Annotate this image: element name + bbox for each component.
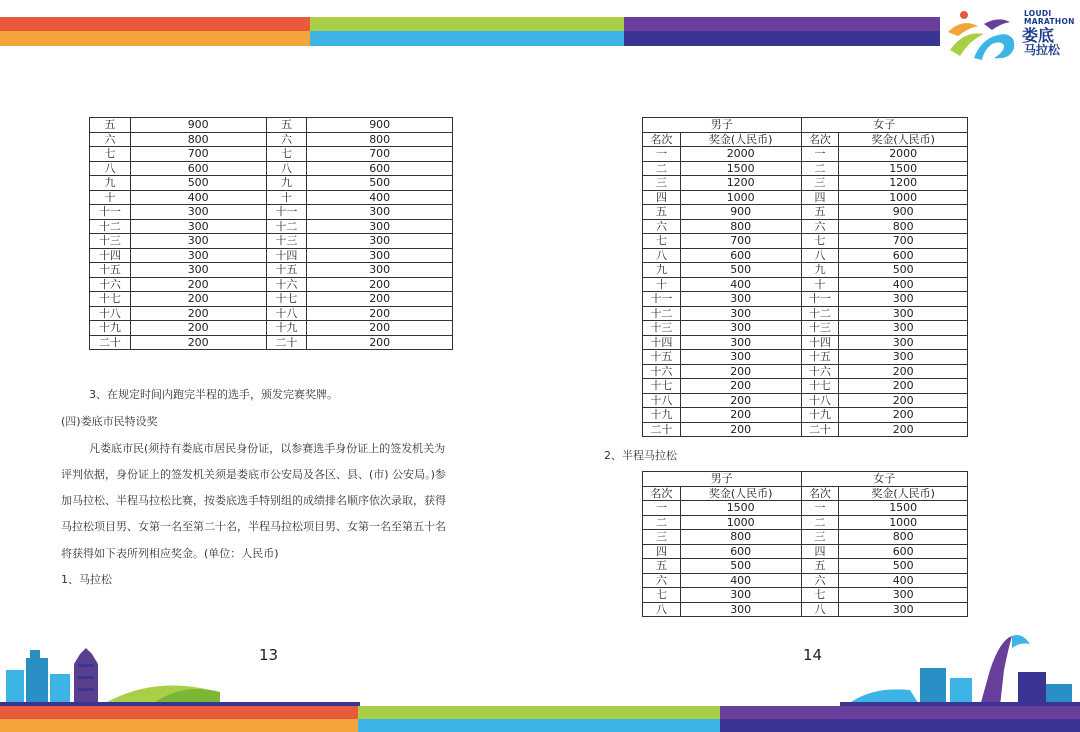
marathon-cell-prize-male: 900 [680,205,801,220]
left-cell-rank-male: 十五 [90,263,131,278]
marathon-cell-rank-male: 十二 [643,306,681,321]
left-cell-rank-male: 十四 [90,248,131,263]
marathon-cell-rank-male: 十四 [643,335,681,350]
half-cell-prize-male: 500 [680,559,801,574]
marathon-cell-prize-male: 1500 [680,161,801,176]
half-cell-rank-male: 二 [643,515,681,530]
marathon-cell-prize-female: 1200 [839,176,968,191]
marathon-cell-prize-female: 2000 [839,147,968,162]
left-cell-prize-female: 400 [307,190,453,205]
left-cell-prize-female: 900 [307,118,453,133]
left-cell-prize-male: 300 [130,205,266,220]
table-row [643,321,968,336]
marathon-cell-rank-female: 十三 [801,321,839,336]
marathon-cell-rank-female: 三 [801,176,839,191]
half-cell-prize-male: 800 [680,530,801,545]
marathon-cell-prize-male: 2000 [680,147,801,162]
half-cell-prize-female: 500 [839,559,968,574]
col-rank-male: 名次 [643,132,681,147]
marathon-cell-rank-female: 十二 [801,306,839,321]
left-cell-prize-male: 200 [130,292,266,307]
marathon-cell-rank-female: 十七 [801,379,839,394]
half-col-prize-female: 奖金(人民币) [839,486,968,501]
left-cell-prize-female: 200 [307,335,453,350]
resident-paragraph-line3: 加马拉松、半程马拉松比赛，按娄底选手特别组的成绩排名顺序依次录取，获得 [61,494,446,507]
half-col-prize-male: 奖金(人民币) [680,486,801,501]
table-row [643,219,968,234]
left-cell-rank-female: 九 [266,176,307,191]
left-cell-rank-female: 二十 [266,335,307,350]
left-cell-rank-female: 十七 [266,292,307,307]
marathon-cell-prize-female: 200 [839,422,968,437]
table-row [643,350,968,365]
marathon-cell-prize-male: 200 [680,364,801,379]
logo-en-line1: LOUDI [1024,9,1052,18]
marathon-cell-prize-male: 200 [680,379,801,394]
marathon-cell-prize-female: 200 [839,393,968,408]
table-row [643,530,968,545]
page-number-right: 14 [803,646,823,664]
left-cell-rank-female: 五 [266,118,307,133]
marathon-prize-table [642,117,968,437]
table-row [90,219,453,234]
page-number-left: 13 [259,646,279,664]
marathon-cell-prize-female: 900 [839,205,968,220]
marathon-cell-rank-female: 八 [801,248,839,263]
marathon-cell-prize-female: 600 [839,248,968,263]
half-cell-prize-female: 400 [839,573,968,588]
col-rank-female: 名次 [801,132,839,147]
left-cell-prize-male: 500 [130,176,266,191]
col-prize-male: 奖金(人民币) [680,132,801,147]
table-row [90,132,453,147]
half-cell-rank-male: 四 [643,544,681,559]
marathon-cell-prize-female: 300 [839,306,968,321]
marathon-cell-rank-female: 六 [801,219,839,234]
table-row [643,263,968,278]
marathon-cell-prize-female: 300 [839,321,968,336]
half-cell-prize-female: 800 [839,530,968,545]
table-row [90,147,453,162]
marathon-cell-rank-female: 十一 [801,292,839,307]
marathon-cell-prize-male: 300 [680,350,801,365]
marathon-cell-prize-female: 300 [839,335,968,350]
half-cell-prize-male: 300 [680,602,801,617]
left-cell-prize-male: 800 [130,132,266,147]
marathon-cell-prize-female: 700 [839,234,968,249]
table-row [643,501,968,516]
bottom-stripe-red [0,706,358,719]
table-row [90,335,453,350]
marathon-cell-prize-male: 700 [680,234,801,249]
table-row [90,277,453,292]
half-cell-rank-female: 六 [801,573,839,588]
table-row [643,306,968,321]
left-cell-prize-female: 300 [307,234,453,249]
city-skyline-left-illustration [0,640,360,706]
marathon-cell-rank-female: 十五 [801,350,839,365]
left-cell-rank-male: 五 [90,118,131,133]
table-row [643,248,968,263]
marathon-cell-rank-male: 七 [643,234,681,249]
marathon-cell-rank-female: 十九 [801,408,839,423]
left-cell-prize-male: 300 [130,234,266,249]
resident-paragraph-line1: 凡娄底市民(须持有娄底市居民身份证，以参赛选手身份证上的签发机关为 [89,442,446,455]
top-stripe-blue [310,31,624,46]
table-row [643,408,968,423]
half-cell-rank-female: 八 [801,602,839,617]
half-cell-rank-male: 七 [643,588,681,603]
marathon-cell-prize-male: 300 [680,335,801,350]
left-cell-rank-male: 十 [90,190,131,205]
left-cell-rank-female: 十一 [266,205,307,220]
bottom-stripe-purple [720,706,1080,719]
table-row [643,379,968,394]
table-row [90,306,453,321]
left-cell-rank-female: 十三 [266,234,307,249]
marathon-cell-rank-male: 十七 [643,379,681,394]
table-row [90,176,453,191]
marathon-cell-prize-female: 200 [839,408,968,423]
left-cell-rank-male: 十六 [90,277,131,292]
half-cell-prize-male: 600 [680,544,801,559]
left-cell-prize-female: 200 [307,277,453,292]
marathon-cell-prize-female: 300 [839,292,968,307]
marathon-cell-prize-male: 600 [680,248,801,263]
half-cell-prize-female: 300 [839,602,968,617]
table-row [643,161,968,176]
bottom-stripe-navy [720,719,1080,732]
table-row [90,190,453,205]
marathon-cell-prize-male: 200 [680,422,801,437]
half-cell-rank-female: 七 [801,588,839,603]
left-cell-rank-male: 九 [90,176,131,191]
half-cell-rank-male: 三 [643,530,681,545]
left-cell-prize-male: 200 [130,321,266,336]
left-cell-rank-male: 十三 [90,234,131,249]
marathon-cell-rank-female: 四 [801,190,839,205]
half-marathon-subheading: 2、半程马拉松 [604,449,677,462]
marathon-cell-rank-female: 九 [801,263,839,278]
marathon-cell-rank-female: 十六 [801,364,839,379]
left-cell-rank-female: 十六 [266,277,307,292]
marathon-cell-rank-female: 七 [801,234,839,249]
marathon-cell-rank-male: 六 [643,219,681,234]
left-cell-rank-female: 八 [266,161,307,176]
left-cell-rank-female: 十九 [266,321,307,336]
table-row [90,248,453,263]
left-cell-prize-female: 200 [307,292,453,307]
left-cell-prize-male: 200 [130,335,266,350]
left-cell-prize-male: 300 [130,219,266,234]
marathon-cell-rank-male: 八 [643,248,681,263]
marathon-cell-prize-male: 1200 [680,176,801,191]
half-cell-rank-female: 二 [801,515,839,530]
left-cell-rank-female: 十四 [266,248,307,263]
half-cell-prize-male: 1000 [680,515,801,530]
marathon-cell-prize-male: 300 [680,306,801,321]
left-cell-prize-male: 400 [130,190,266,205]
half-cell-prize-female: 1500 [839,501,968,516]
left-cell-rank-female: 十 [266,190,307,205]
table-row [643,573,968,588]
table-row [643,544,968,559]
table-row [643,147,968,162]
marathon-cell-rank-male: 十八 [643,393,681,408]
table-row [643,364,968,379]
marathon-subheading: 1、马拉松 [61,573,112,586]
resident-paragraph-line5: 将获得如下表所列相应奖金。(单位：人民币) [61,547,279,560]
marathon-cell-prize-female: 1500 [839,161,968,176]
marathon-cell-prize-female: 1000 [839,190,968,205]
marathon-cell-prize-male: 400 [680,277,801,292]
logo-english-text [1024,10,1075,26]
left-cell-rank-female: 十五 [266,263,307,278]
left-cell-prize-male: 900 [130,118,266,133]
half-cell-prize-male: 300 [680,588,801,603]
logo-cn-line1: 娄底 [1022,26,1055,45]
marathon-cell-rank-male: 一 [643,147,681,162]
table-row [643,205,968,220]
left-cell-prize-female: 800 [307,132,453,147]
left-cell-prize-male: 300 [130,263,266,278]
marathon-cell-rank-male: 九 [643,263,681,278]
left-cell-prize-female: 200 [307,321,453,336]
bottom-stripe-green [358,706,720,719]
marathon-cell-prize-male: 200 [680,408,801,423]
table-row [90,118,453,133]
marathon-cell-rank-male: 十三 [643,321,681,336]
table-row [643,190,968,205]
header-male: 男子 [643,118,802,133]
half-col-rank-male: 名次 [643,486,681,501]
table-row [90,292,453,307]
resident-paragraph-line4: 马拉松项目男、女第一名至第二十名，半程马拉松项目男、女第一名至第五十名 [61,520,446,533]
marathon-cell-rank-female: 十八 [801,393,839,408]
marathon-cell-rank-male: 五 [643,205,681,220]
marathon-cell-prize-male: 800 [680,219,801,234]
half-marathon-prize-table [642,471,968,617]
marathon-cell-rank-female: 五 [801,205,839,220]
left-cell-prize-male: 200 [130,306,266,321]
half-cell-rank-male: 八 [643,602,681,617]
left-cell-prize-male: 300 [130,248,266,263]
half-col-rank-female: 名次 [801,486,839,501]
table-row [90,234,453,249]
marathon-cell-rank-male: 四 [643,190,681,205]
top-stripe-orange [0,31,310,46]
bottom-stripe-orange [0,719,358,732]
marathon-cell-rank-female: 十四 [801,335,839,350]
city-skyline-right-illustration [840,630,1080,706]
marathon-cell-prize-female: 200 [839,379,968,394]
table-row [643,277,968,292]
half-cell-prize-female: 1000 [839,515,968,530]
table-row [643,515,968,530]
marathon-cell-prize-female: 800 [839,219,968,234]
half-cell-rank-male: 一 [643,501,681,516]
left-cell-rank-male: 二十 [90,335,131,350]
left-cell-prize-male: 700 [130,147,266,162]
marathon-cell-rank-male: 十九 [643,408,681,423]
table-row [643,335,968,350]
left-cell-rank-female: 六 [266,132,307,147]
left-cell-rank-male: 十一 [90,205,131,220]
section-heading-resident-award: (四)娄底市民特设奖 [61,415,158,428]
marathon-cell-prize-male: 1000 [680,190,801,205]
table-row [643,602,968,617]
resident-paragraph-line2: 评判依据，身份证上的签发机关须是娄底市公安局及各区、县、(市) 公安局。)参 [61,468,446,481]
marathon-cell-rank-male: 十 [643,277,681,292]
table-row [643,176,968,191]
marathon-cell-rank-male: 十五 [643,350,681,365]
marathon-cell-rank-female: 一 [801,147,839,162]
half-cell-rank-female: 一 [801,501,839,516]
logo-en-line2: MARATHON [1024,17,1075,26]
table-row [643,422,968,437]
left-cell-prize-female: 300 [307,219,453,234]
marathon-cell-rank-female: 十 [801,277,839,292]
marathon-cell-prize-male: 300 [680,321,801,336]
left-prize-table-continued [89,117,453,350]
left-cell-rank-female: 七 [266,147,307,162]
left-cell-prize-male: 200 [130,277,266,292]
half-cell-rank-female: 五 [801,559,839,574]
half-cell-prize-male: 400 [680,573,801,588]
marathon-cell-rank-female: 二 [801,161,839,176]
left-cell-prize-female: 300 [307,263,453,278]
table-row [90,161,453,176]
half-header-female: 女子 [801,472,968,487]
marathon-cell-prize-male: 200 [680,393,801,408]
left-cell-prize-female: 700 [307,147,453,162]
marathon-cell-prize-female: 500 [839,263,968,278]
left-cell-prize-male: 600 [130,161,266,176]
half-cell-prize-male: 1500 [680,501,801,516]
col-prize-female: 奖金(人民币) [839,132,968,147]
marathon-cell-rank-female: 二十 [801,422,839,437]
half-cell-rank-male: 五 [643,559,681,574]
left-cell-rank-male: 十七 [90,292,131,307]
loudi-marathon-logo [944,6,1074,62]
table-row [90,263,453,278]
marathon-cell-rank-male: 三 [643,176,681,191]
left-cell-prize-female: 600 [307,161,453,176]
half-cell-rank-female: 三 [801,530,839,545]
runner-emblem-icon [944,6,1020,62]
table-row [643,393,968,408]
table-row [643,234,968,249]
left-cell-prize-female: 200 [307,306,453,321]
half-cell-prize-female: 600 [839,544,968,559]
header-female: 女子 [801,118,968,133]
marathon-cell-rank-male: 二十 [643,422,681,437]
half-cell-prize-female: 300 [839,588,968,603]
left-cell-prize-female: 500 [307,176,453,191]
marathon-cell-prize-female: 400 [839,277,968,292]
table-row [643,588,968,603]
left-cell-rank-male: 十二 [90,219,131,234]
table-row [643,292,968,307]
left-cell-prize-female: 300 [307,205,453,220]
left-cell-rank-male: 十九 [90,321,131,336]
top-stripe-navy [624,31,940,46]
marathon-cell-prize-male: 500 [680,263,801,278]
logo-cn-line2: 马拉松 [1024,43,1061,57]
table-row [90,321,453,336]
marathon-cell-prize-female: 200 [839,364,968,379]
left-cell-rank-male: 七 [90,147,131,162]
left-cell-rank-female: 十八 [266,306,307,321]
marathon-cell-rank-male: 二 [643,161,681,176]
left-cell-rank-male: 十八 [90,306,131,321]
marathon-cell-prize-male: 300 [680,292,801,307]
table-row [90,205,453,220]
table-row [643,559,968,574]
left-cell-rank-male: 八 [90,161,131,176]
left-cell-prize-female: 300 [307,248,453,263]
half-cell-rank-male: 六 [643,573,681,588]
half-header-male: 男子 [643,472,802,487]
medal-note: 3、在规定时间内跑完半程的选手，颁发完赛奖牌。 [89,388,338,401]
marathon-cell-rank-male: 十一 [643,292,681,307]
half-cell-rank-female: 四 [801,544,839,559]
left-cell-rank-male: 六 [90,132,131,147]
bottom-stripe-blue [358,719,720,732]
marathon-cell-prize-female: 300 [839,350,968,365]
left-cell-rank-female: 十二 [266,219,307,234]
marathon-cell-rank-male: 十六 [643,364,681,379]
